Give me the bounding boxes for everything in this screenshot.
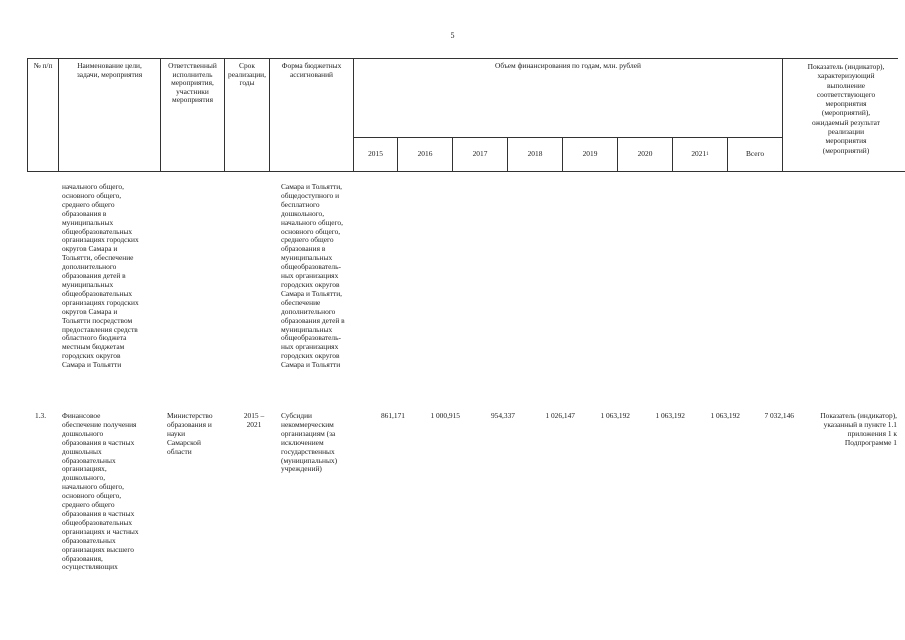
header-num: № п/п <box>28 59 59 172</box>
header-year: 2018 <box>508 138 563 172</box>
row-value-total: 7 032,146 <box>764 411 794 420</box>
row-name: Финансовое обеспечение получения дошкольного образования в частных дошкольных образовательных организациях, дошкольного, начального общего, основного общего, среднего общего образования в частных общеобразовательных организациях и частных образовательных организациях высшего образования, осуществляющих <box>62 411 139 572</box>
header-name: Наименование цели, задачи, мероприятия <box>59 59 161 172</box>
row-value-2015: 861,171 <box>380 411 405 420</box>
row-value-2021: 1 063,192 <box>710 411 740 420</box>
row-executor: Министерство образования и науки Самарской области <box>167 411 213 456</box>
header-year: 2016 <box>398 138 453 172</box>
header-year: 2015 <box>354 138 398 172</box>
row-value-2016: 1 000,915 <box>430 411 460 420</box>
row-value-2017: 954,337 <box>490 411 515 420</box>
continuation-form: Самара и Тольятти, общедоступного и бесплатного дошкольного, начального общего, основного общего, среднего общего образования в муниципальных общеобразователь- ных организациях городских округов Самара и Тольятти, обеспечение дополнительного образования детей в муниципальных общеобразователь- ных организациях городских округов Самара и Тольятти <box>281 182 345 370</box>
row-value-2020: 1 063,192 <box>655 411 685 420</box>
header-total: Всего <box>728 138 783 172</box>
row-term: 2015 – 2021 <box>243 411 265 429</box>
page-number: 5 <box>450 31 455 40</box>
row-form: Субсидии некоммерческим организациям (за исключением государственных (муниципальных) учреждений) <box>281 411 338 474</box>
header-executor: Ответственный исполнитель мероприятия, участники мероприятия <box>161 59 225 172</box>
row-indicator: Показатель (индикатор), указанный в пункте 1.1 приложения 1 к Подпрограмме 1 <box>820 411 897 447</box>
header-volume: Объем финансирования по годам, млн. рублей <box>354 59 783 138</box>
header-year-2021: 2021 1 <box>673 138 728 172</box>
header-year: 2019 <box>563 138 618 172</box>
header-year-label: 2021 <box>691 149 707 159</box>
continuation-name: начального общего, основного общего, среднего общего образования в муниципальных общеобразовательных организациях городских округов Самара и Тольятти, обеспечение дополнительного образования детей в муниципальных общеобразовательных организациях городских округов Самара и Тольятти посредством предоставления средств областного бюджета местным бюджетам городских округов Самара и Тольятти <box>62 182 139 370</box>
table-header <box>27 58 898 172</box>
header-form: Форма бюджетных ассигнований <box>270 59 354 172</box>
header-indicator: Показатель (индикатор), характеризующий выполнение соответствующего мероприятия (мероприятий), ожидаемый результат реализации мероприятия (мероприятий) <box>783 59 905 172</box>
header-year: 2017 <box>453 138 508 172</box>
row-value-2019: 1 063,192 <box>600 411 630 420</box>
header-year: 2020 <box>618 138 673 172</box>
row-value-2018: 1 026,147 <box>545 411 575 420</box>
header-term: Срок реализации, годы <box>225 59 270 172</box>
row-num: 1.3. <box>35 411 47 420</box>
